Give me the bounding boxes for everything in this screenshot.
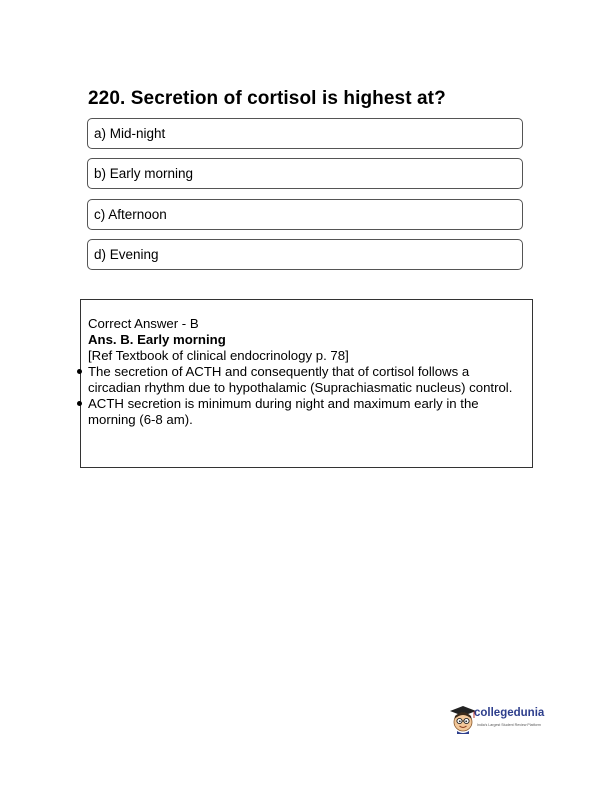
answer-heading: Ans. B. Early morning bbox=[88, 332, 226, 347]
option-b[interactable]: b) Early morning bbox=[87, 158, 523, 189]
logo-wordmark: collegedunia bbox=[474, 707, 545, 719]
question-title: 220. Secretion of cortisol is highest at? bbox=[88, 88, 446, 109]
option-a[interactable]: a) Mid-night bbox=[87, 118, 523, 149]
answer-content bbox=[88, 316, 524, 428]
explanation-bullet bbox=[88, 396, 524, 428]
option-d[interactable]: d) Evening bbox=[87, 239, 523, 270]
answer-explanation-box bbox=[80, 299, 533, 468]
explanation-bullet-text: ACTH secretion is minimum during night and maximum early in the morning (6-8 am). bbox=[88, 396, 479, 427]
logo-tagline: India's Largest Student Review Platform bbox=[477, 723, 541, 727]
option-c[interactable]: c) Afternoon bbox=[87, 199, 523, 230]
explanation-bullet bbox=[88, 364, 524, 396]
bullet-dot-icon bbox=[77, 401, 82, 406]
collegedunia-logo bbox=[449, 703, 559, 737]
bullet-dot-icon bbox=[77, 369, 82, 374]
explanation-bullet-text: The secretion of ACTH and consequently that of cortisol follows a circadian rhythm due to hypothalamic (Suprachiasmatic nucleus) control. bbox=[88, 364, 513, 395]
answer-reference: [Ref Textbook of clinical endocrinology p. 78] bbox=[88, 348, 349, 363]
correct-answer-label: Correct Answer - B bbox=[88, 316, 199, 331]
graduate-mascot-icon bbox=[449, 705, 477, 735]
